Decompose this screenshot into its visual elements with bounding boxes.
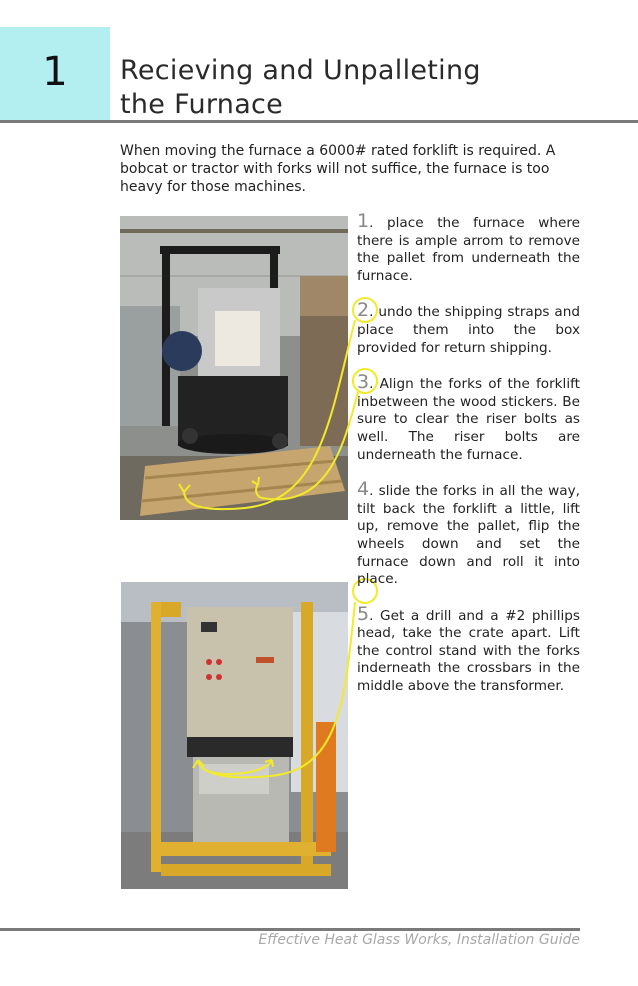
step-number: 5: [357, 602, 370, 625]
step-text: . slide the forks in all the way, tilt back the forklift a little, lift up, remove the pallet, flip the wheels down and set the furnace down and roll it into place.: [357, 483, 580, 588]
header-rule: [0, 120, 638, 123]
step-number: 3: [357, 371, 370, 394]
control-stand-crate-photo: [121, 582, 348, 889]
step-3: [357, 371, 580, 464]
step-text: . Align the forks of the forklift inbetween the wood stickers. Be sure to clear the riser bolts as well. The riser bolts are underneath the furnace.: [357, 376, 580, 463]
step-text: . place the furnace where there is ample arrom to remove the pallet from underneath the furnace.: [357, 215, 580, 284]
step-1: [357, 210, 580, 285]
footer-rule: [0, 928, 580, 931]
step-4: [357, 478, 580, 589]
step-number: 1: [357, 210, 370, 232]
page-title: [120, 54, 481, 122]
step-number: 4: [357, 478, 370, 501]
furnace-on-pallet-photo: [120, 216, 348, 520]
step-5: [357, 602, 580, 696]
step-text: . Get a drill and a #2 phillips head, take the crate apart. Lift the control stand with the forks inderneath the crossbars in the middle above the transformer.: [357, 607, 580, 695]
footer-text: Effective Heat Glass Works, Installation Guide: [258, 932, 580, 948]
step-text: . undo the shipping straps and place them into the box provided for return shipping.: [357, 304, 580, 356]
intro-paragraph: When moving the furnace a 6000# rated forklift is required. A bobcat or tractor with forks will not suffice, the furnace is too heavy for those machines.: [120, 143, 556, 195]
chapter-number: 1: [42, 49, 68, 95]
step-2: [357, 299, 580, 357]
title-line-1: Recieving and Unpalleting: [120, 55, 481, 86]
title-line-2: the Furnace: [120, 89, 284, 120]
step-number: 2: [357, 299, 370, 322]
steps-list: [357, 210, 580, 713]
